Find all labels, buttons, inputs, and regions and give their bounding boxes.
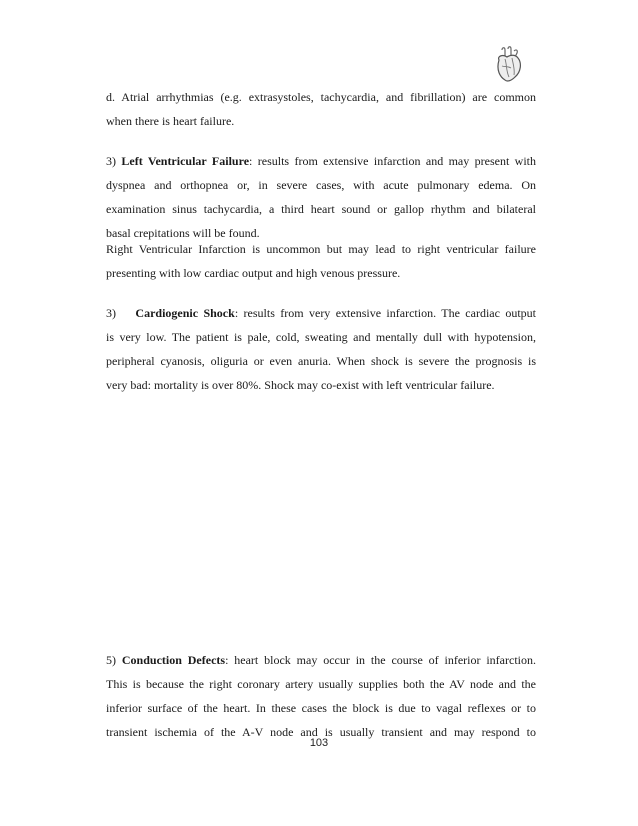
text-line: very bad: mortality is over 80%. Shock may co-exist with left ventricular failure. — [106, 378, 495, 392]
section-heading: Cardiogenic Shock — [135, 306, 235, 320]
text-segment: : heart block may occur in the course of inferior infarction. — [225, 653, 536, 667]
text-line: presenting with low cardiac output and high venous pressure. — [106, 266, 401, 280]
text-line — [106, 652, 536, 676]
text-line: This is because the right coronary artery usually supplies both the AV node and the — [106, 677, 536, 691]
text-line: inferior surface of the heart. In these cases the block is due to vagal reflexes or to — [106, 701, 536, 715]
page-number: 103 — [309, 737, 329, 749]
item-number: 5) — [106, 653, 116, 667]
anatomical-heart-icon — [493, 46, 525, 84]
text-line: Right Ventricular Infarction is uncommon but may lead to right ventricular failure — [106, 242, 536, 256]
item-number: 3) — [106, 154, 116, 168]
text-segment: : results from extensive infarction and may present with — [249, 154, 536, 168]
text-line — [106, 305, 536, 329]
section-heading: Conduction Defects — [121, 653, 226, 667]
text-line: when there is heart failure. — [106, 114, 235, 128]
text-line: basal crepitations will be found. — [106, 226, 260, 240]
text-line: examination sinus tachycardia, a third heart sound or gallop rhythm and bilateral — [106, 202, 536, 216]
text-line: transient ischemia of the A-V node and is usually transient and may respond to — [106, 725, 536, 739]
section-heading: Left Ventricular Failure — [121, 154, 250, 168]
text-line — [106, 153, 536, 177]
text-segment: : results from very extensive infarction. The cardiac output — [234, 306, 536, 320]
text-line: is very low. The patient is pale, cold, sweating and mentally dull with hypotension, — [106, 330, 536, 344]
text-line: dyspnea and orthopnea or, in severe cases, with acute pulmonary edema. On — [106, 178, 536, 192]
text-line: peripheral cyanosis, oliguria or even anuria. When shock is severe the prognosis is — [106, 354, 536, 368]
text-line: d. Atrial arrhythmias (e.g. extrasystoles, tachycardia, and fibrillation) are common — [106, 90, 536, 104]
item-number: 3) — [106, 306, 116, 320]
